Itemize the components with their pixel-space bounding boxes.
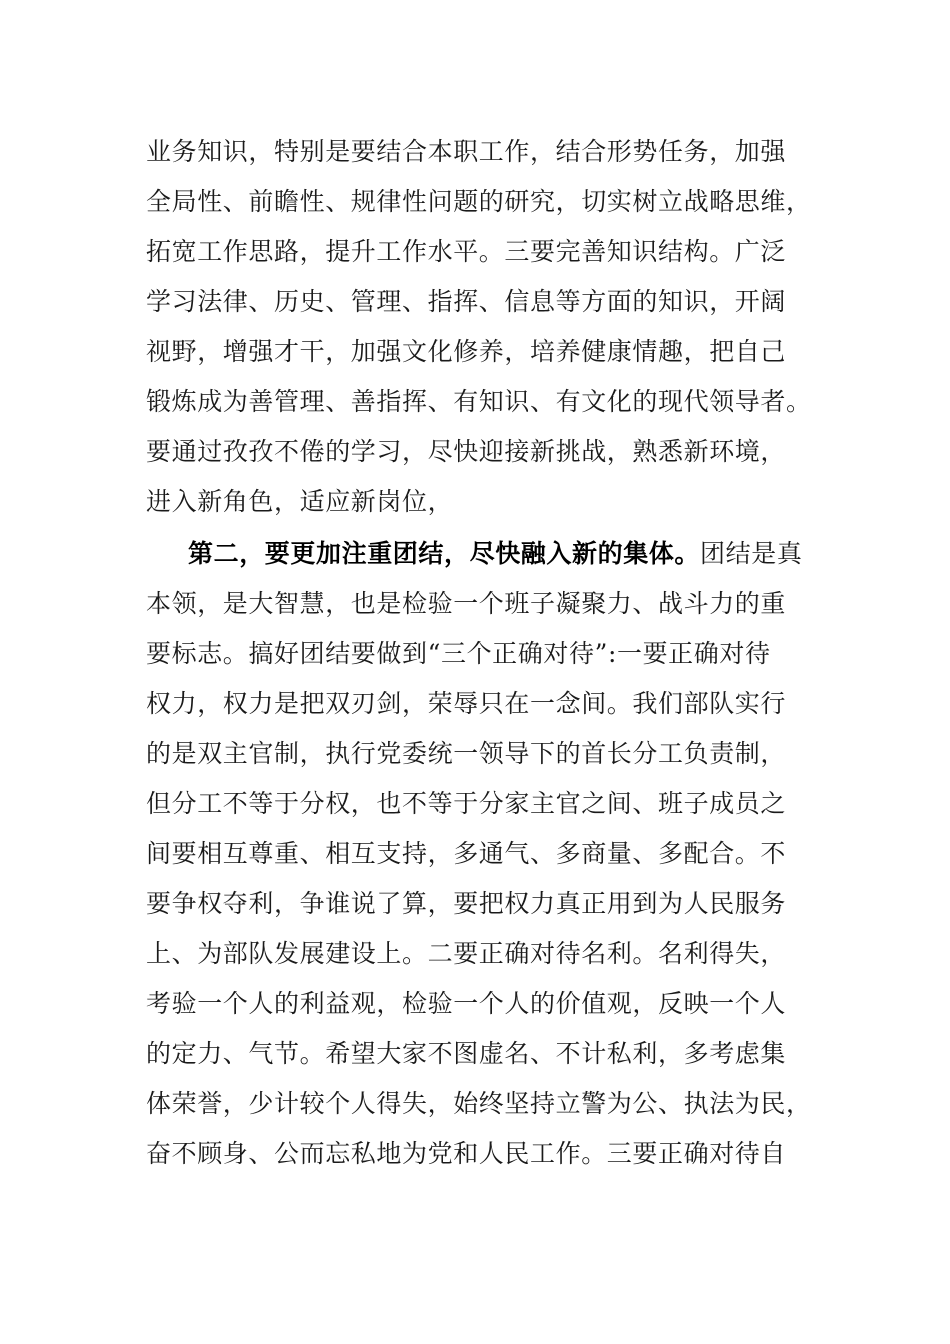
paragraph-line: 锻炼成为善管理、善指挥、有知识、有文化的现代领导者。 (146, 387, 812, 416)
paragraph-line: 拓宽工作思路，提升工作水平。三要完善知识结构。广泛 (146, 237, 787, 266)
paragraph-line: 学习法律、历史、管理、指挥、信息等方面的知识，开阔 (146, 287, 787, 316)
paragraph-line: 奋不顾身、公而忘私地为党和人民工作。三要正确对待自 (146, 1139, 787, 1168)
paragraph-line: 权力，权力是把双刃剑，荣辱只在一念间。我们部队实行 (146, 689, 787, 718)
paragraph-line: 体荣誉，少计较个人得失，始终坚持立警为公、执法为民， (146, 1089, 812, 1118)
paragraph-line: 全局性、前瞻性、规律性问题的研究，切实树立战略思维， (146, 187, 812, 216)
paragraph-line: 视野，增强才干，加强文化修养，培养健康情趣，把自己 (146, 337, 787, 366)
paragraph-line: 进入新角色，适应新岗位， (146, 487, 454, 516)
paragraph-line: 要争权夺利，争谁说了算，要把权力真正用到为人民服务 (146, 889, 787, 918)
section-two-lead-text: 团结是真 (700, 539, 803, 568)
paragraph-line: 但分工不等于分权，也不等于分家主官之间、班子成员之 (146, 789, 787, 818)
paragraph-line: 本领，是大智慧，也是检验一个班子凝聚力、战斗力的重 (146, 589, 787, 618)
paragraph-line: 间要相互尊重、相互支持，多通气、多商量、多配合。不 (146, 839, 787, 868)
paragraph-line: 的是双主官制，执行党委统一领导下的首长分工负责制， (146, 739, 787, 768)
section-two-first-line (188, 538, 802, 570)
paragraph-line: 上、为部队发展建设上。二要正确对待名利。名利得失， (146, 939, 787, 968)
paragraph-line: 业务知识，特别是要结合本职工作，结合形势任务，加强 (146, 137, 787, 166)
paragraph-line: 的定力、气节。希望大家不图虚名、不计私利，多考虑集 (146, 1039, 787, 1068)
paragraph-line: 要标志。搞好团结要做到“三个正确对待”:一要正确对待 (146, 639, 771, 668)
paragraph-line: 要通过孜孜不倦的学习，尽快迎接新挑战，熟悉新环境， (146, 437, 787, 466)
section-two-heading: 第二，要更加注重团结，尽快融入新的集体。 (188, 539, 701, 568)
paragraph-line: 考验一个人的利益观，检验一个人的价值观，反映一个人 (146, 989, 787, 1018)
